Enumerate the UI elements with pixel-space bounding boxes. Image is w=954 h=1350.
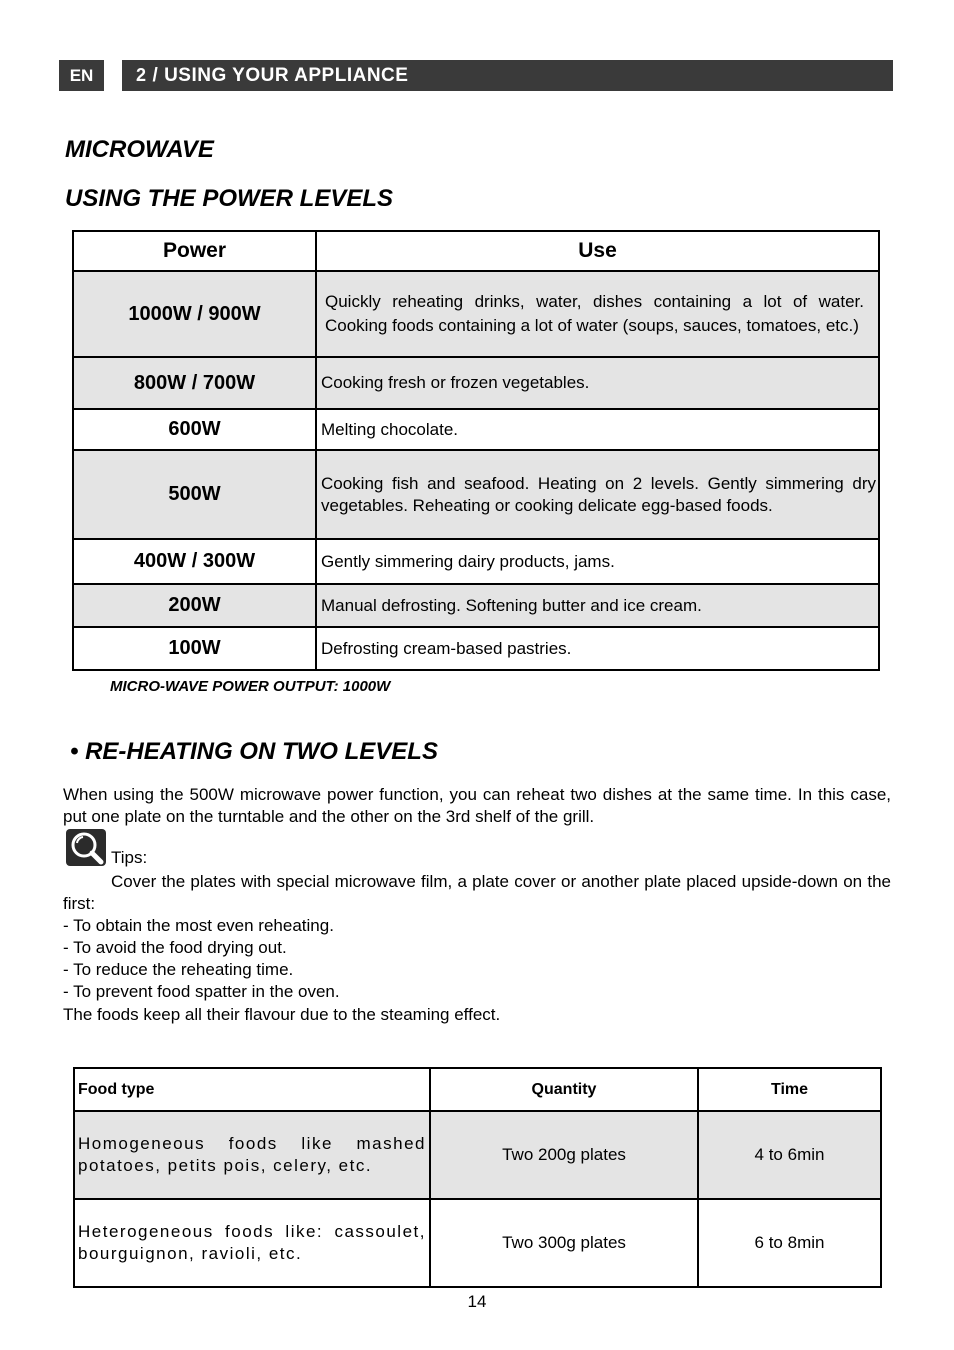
list-item: - To reduce the reheating time. [63, 960, 294, 979]
magnifier-icon [66, 829, 106, 866]
table-row [73, 357, 879, 409]
column-header-time: Time [698, 1068, 881, 1111]
reheating-intro: When using the 500W microwave power function, you can reheat two dishes at the same time. In this case, put one plate on the turntable and the other on the 3rd shelf of the grill. [63, 785, 891, 826]
time-cell: 4 to 6min [698, 1111, 881, 1199]
use-cell: Manual defrosting. Softening butter and ice cream. [316, 584, 879, 627]
power-cell: 600W [73, 409, 316, 450]
page-number: 14 [467, 1292, 487, 1311]
tips-list [63, 915, 340, 1003]
time-cell: 6 to 8min [698, 1199, 881, 1287]
table-row [73, 584, 879, 627]
closing-text: The foods keep all their flavour due to the steaming effect. [63, 1005, 501, 1024]
tips-label: Tips: [111, 848, 148, 867]
table-header-row [73, 231, 879, 271]
microwave-title: MICROWAVE [65, 136, 214, 163]
power-levels-title: USING THE POWER LEVELS [65, 185, 394, 212]
table-row [73, 271, 879, 357]
power-cell: 500W [73, 450, 316, 539]
column-header-food-type: Food type [74, 1068, 430, 1111]
list-item: - To obtain the most even reheating. [63, 916, 334, 935]
use-cell: Cooking fish and seafood. Heating on 2 levels. Gently simmering dry vegetables. Reheating or cooking delicate egg-based foods. [316, 450, 879, 539]
power-output-note: MICRO-WAVE POWER OUTPUT: 1000W [110, 678, 391, 695]
column-header-use: Use [316, 231, 879, 271]
section-number: 2 [136, 65, 147, 85]
use-cell: Quickly reheating drinks, water, dishes containing a lot of water. Cooking foods containing a lot of water (soups, sauces, tomatoes, etc.) [316, 271, 879, 357]
list-item: - To prevent food spatter in the oven. [63, 982, 340, 1001]
language-badge: EN [59, 60, 104, 91]
use-cell: Gently simmering dairy products, jams. [316, 539, 879, 584]
power-cell: 1000W / 900W [73, 271, 316, 357]
power-cell: 200W [73, 584, 316, 627]
power-levels-table [72, 230, 880, 671]
food-type-cell: Homogeneous foods like mashed potatoes, petits pois, celery, etc. [74, 1111, 430, 1199]
use-cell: Cooking fresh or frozen vegetables. [316, 357, 879, 409]
table-row [73, 450, 879, 539]
table-row [73, 409, 879, 450]
table-row [73, 627, 879, 670]
reheating-table [73, 1067, 882, 1288]
column-header-power: Power [73, 231, 316, 271]
table-header-row [74, 1068, 881, 1111]
table-row [74, 1199, 881, 1287]
power-cell: 400W / 300W [73, 539, 316, 584]
use-cell: Defrosting cream-based pastries. [316, 627, 879, 670]
reheating-title: • RE-HEATING ON TWO LEVELS [70, 738, 438, 765]
table-row [73, 539, 879, 584]
quantity-cell: Two 200g plates [430, 1111, 698, 1199]
section-header [122, 60, 893, 91]
power-cell: 800W / 700W [73, 357, 316, 409]
tips-text: Cover the plates with special microwave film, a plate cover or another plate placed upside-down on the first: [63, 872, 891, 913]
section-title: / USING YOUR APPLIANCE [152, 64, 409, 86]
list-item: - To avoid the food drying out. [63, 938, 287, 957]
column-header-quantity: Quantity [430, 1068, 698, 1111]
power-cell: 100W [73, 627, 316, 670]
table-row [74, 1111, 881, 1199]
food-type-cell: Heterogeneous foods like: cassoulet, bourguignon, ravioli, etc. [74, 1199, 430, 1287]
quantity-cell: Two 300g plates [430, 1199, 698, 1287]
use-cell: Melting chocolate. [316, 409, 879, 450]
